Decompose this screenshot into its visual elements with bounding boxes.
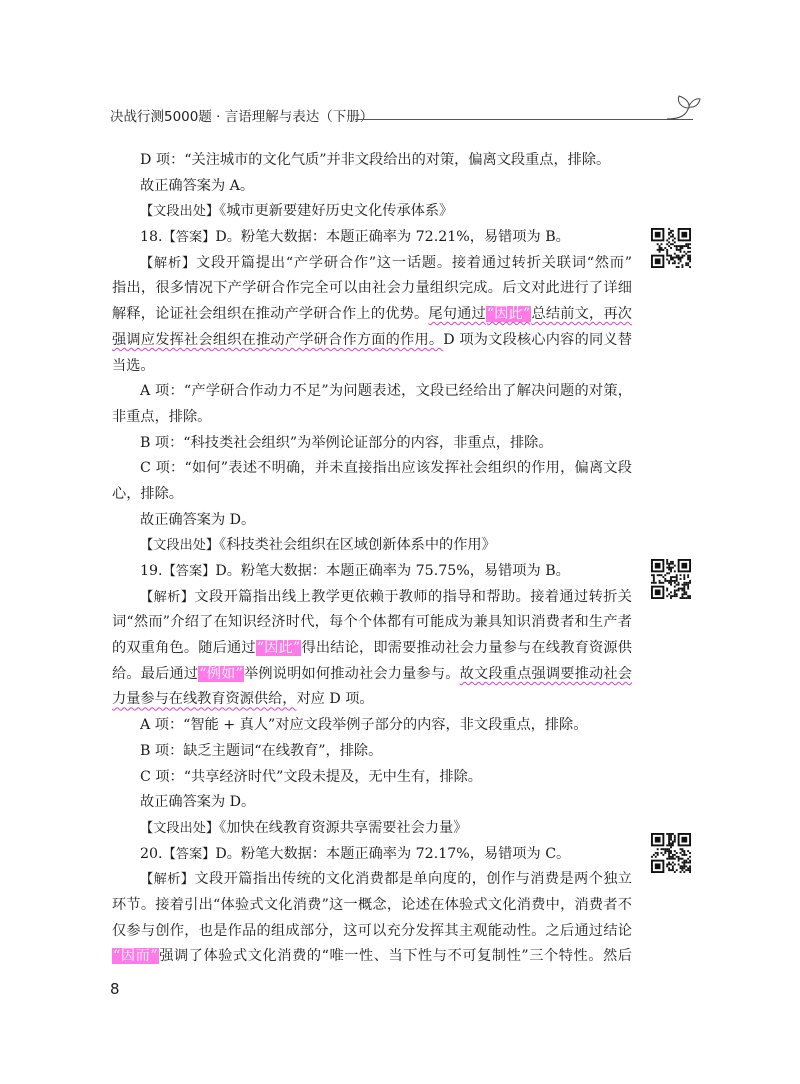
highlight-keyword: “例如”	[199, 665, 243, 682]
analysis-label: 【解析】	[140, 589, 195, 605]
source-label: 【文段出处】	[140, 204, 220, 220]
text-line: 故正确答案为 D。	[140, 511, 256, 528]
text-span: 的双重角色。随后通过	[112, 640, 256, 657]
text-line: 故正确答案为 D。	[140, 794, 256, 811]
highlight-keyword: “因此”	[256, 640, 301, 657]
page-number: 8	[110, 980, 120, 998]
analysis-line	[112, 867, 632, 893]
analysis-text: 文段开篇指出线上教学更依赖于教师的指导和帮助。接着通过转折关	[194, 588, 632, 605]
text-line: 故正确答案为 A。	[140, 177, 255, 194]
source-label: 【文段出处】	[140, 820, 220, 836]
text-span: 总结前文，再次	[531, 306, 632, 323]
answer-label: 【答案】	[162, 230, 216, 246]
highlight-keyword: “因而”	[113, 948, 158, 965]
source-label: 【文段出处】	[140, 538, 220, 554]
answer-line	[112, 225, 632, 251]
text-line	[112, 328, 632, 354]
text-line	[112, 944, 632, 970]
text-line: A 项：“智能 + 真人”对应文段举例子部分的内容，非文段重点，排除。	[140, 717, 588, 734]
key-sentence	[428, 306, 632, 322]
text-line: 指出，很多情况下产学研合作完全可以由社会力量组织完成。后文对此进行了详细	[112, 280, 632, 297]
key-sentence: 强调应发挥社会组织在推动产学研合作方面的作用。	[112, 331, 444, 348]
source-title: 《加快在线教育资源共享需要社会力量》	[219, 819, 468, 836]
text-line: 词“然而”介绍了在知识经济时代，每个个体都有可能成为兼具知识消费者和生产者	[112, 614, 632, 631]
text-line	[112, 302, 632, 328]
analysis-label: 【解析】	[140, 872, 195, 888]
key-sentence: 力量参与在线教育资源供给，	[112, 691, 297, 708]
text-line: 当选。	[112, 357, 155, 374]
text-line: D 项：“关注城市的文化气质”并非文段给出的对策，偏离文段重点，排除。	[140, 152, 611, 168]
source-title: 《城市更新要建好历史文化传承体系》	[219, 203, 454, 220]
answer-text: D。粉笔大数据：本题正确率为 72.21%，易错项为 B。	[215, 229, 570, 246]
text-line: 心，排除。	[112, 485, 183, 502]
key-sentence: 故文段重点强调要推动社会	[459, 665, 632, 682]
answer-label: 【答案】	[162, 846, 216, 862]
highlight-keyword: “因此”	[486, 306, 531, 323]
question-number: 19.	[140, 563, 163, 579]
text-line: A 项：“产学研合作动力不足”为问题表述，文段已经给出了解决问题的对策，	[140, 383, 632, 400]
qr-code-icon[interactable]	[651, 228, 691, 268]
source-title: 《科技类社会组织在区域创新体系中的作用》	[219, 537, 496, 554]
text-line: 仅参与创作，也是作品的组成部分，这可以充分发挥其主观能动性。之后通过结论	[112, 922, 632, 939]
text-line	[112, 687, 632, 713]
text-span: 得出结论，即需要推动社会力量参与在线教育资源供	[301, 640, 632, 657]
page-body	[112, 148, 632, 970]
text-line: 非重点，排除。	[112, 408, 212, 425]
text-line	[112, 662, 632, 688]
text-line: B 项：“科技类社会组织”为举例论证部分的内容，非重点，排除。	[140, 434, 553, 451]
qr-code-icon[interactable]	[651, 833, 691, 873]
text-line: C 项：“共享经济时代”文段未提及，无中生有，排除。	[140, 768, 482, 785]
question-number: 20.	[140, 845, 163, 862]
answer-line	[112, 842, 632, 868]
answer-line	[112, 559, 632, 585]
text-span: 尾句通过	[428, 306, 486, 323]
analysis-line	[112, 251, 632, 277]
analysis-text: 文段开篇指出传统的文化消费都是单向度的，创作与消费是两个独立	[194, 871, 632, 888]
qr-code-icon[interactable]	[651, 559, 691, 599]
text-line: C 项：“如何”表述不明确，并未直接指出应该发挥社会组织的作用，偏离文段	[140, 460, 632, 477]
answer-text: D。粉笔大数据：本题正确率为 75.75%，易错项为 B。	[215, 563, 570, 579]
text-span: D 项为文段核心内容的同义替	[443, 331, 632, 348]
text-line: 环节。接着引出“体验式文化消费”这一概念，论述在体验式文化消费中，消费者不	[112, 896, 632, 913]
text-span: 对应 D 项。	[296, 691, 374, 708]
sprout-icon	[665, 92, 701, 122]
analysis-label: 【解析】	[140, 255, 196, 271]
text-span: 给。最后通过	[112, 665, 199, 682]
text-span: 解释，论证社会组织在推动产学研合作上的优势。	[112, 306, 429, 323]
source-line	[112, 816, 632, 842]
text-line: B 项：缺乏主题词“在线教育”，排除。	[140, 742, 383, 759]
text-span: 举例说明如何推动社会力量参与。	[243, 665, 460, 682]
text-line	[112, 636, 632, 662]
analysis-text: 文段开篇提出“产学研合作”这一话题。接着通过转折关联词“然而”	[195, 254, 632, 271]
analysis-line	[112, 585, 632, 611]
header-rule	[355, 119, 693, 120]
answer-label: 【答案】	[162, 564, 216, 579]
text-span: 强调了体验式文化消费的“唯一性、当下性与不可复制性”三个特性。然后	[158, 948, 632, 965]
source-line	[112, 533, 632, 559]
answer-text: D。粉笔大数据：本题正确率为 72.17%，易错项为 C。	[215, 845, 571, 862]
running-header	[110, 108, 710, 130]
source-line	[112, 199, 632, 225]
question-number: 18.	[140, 229, 163, 246]
book-title: 决战行测5000题 · 言语理解与表达（下册）	[110, 109, 374, 125]
